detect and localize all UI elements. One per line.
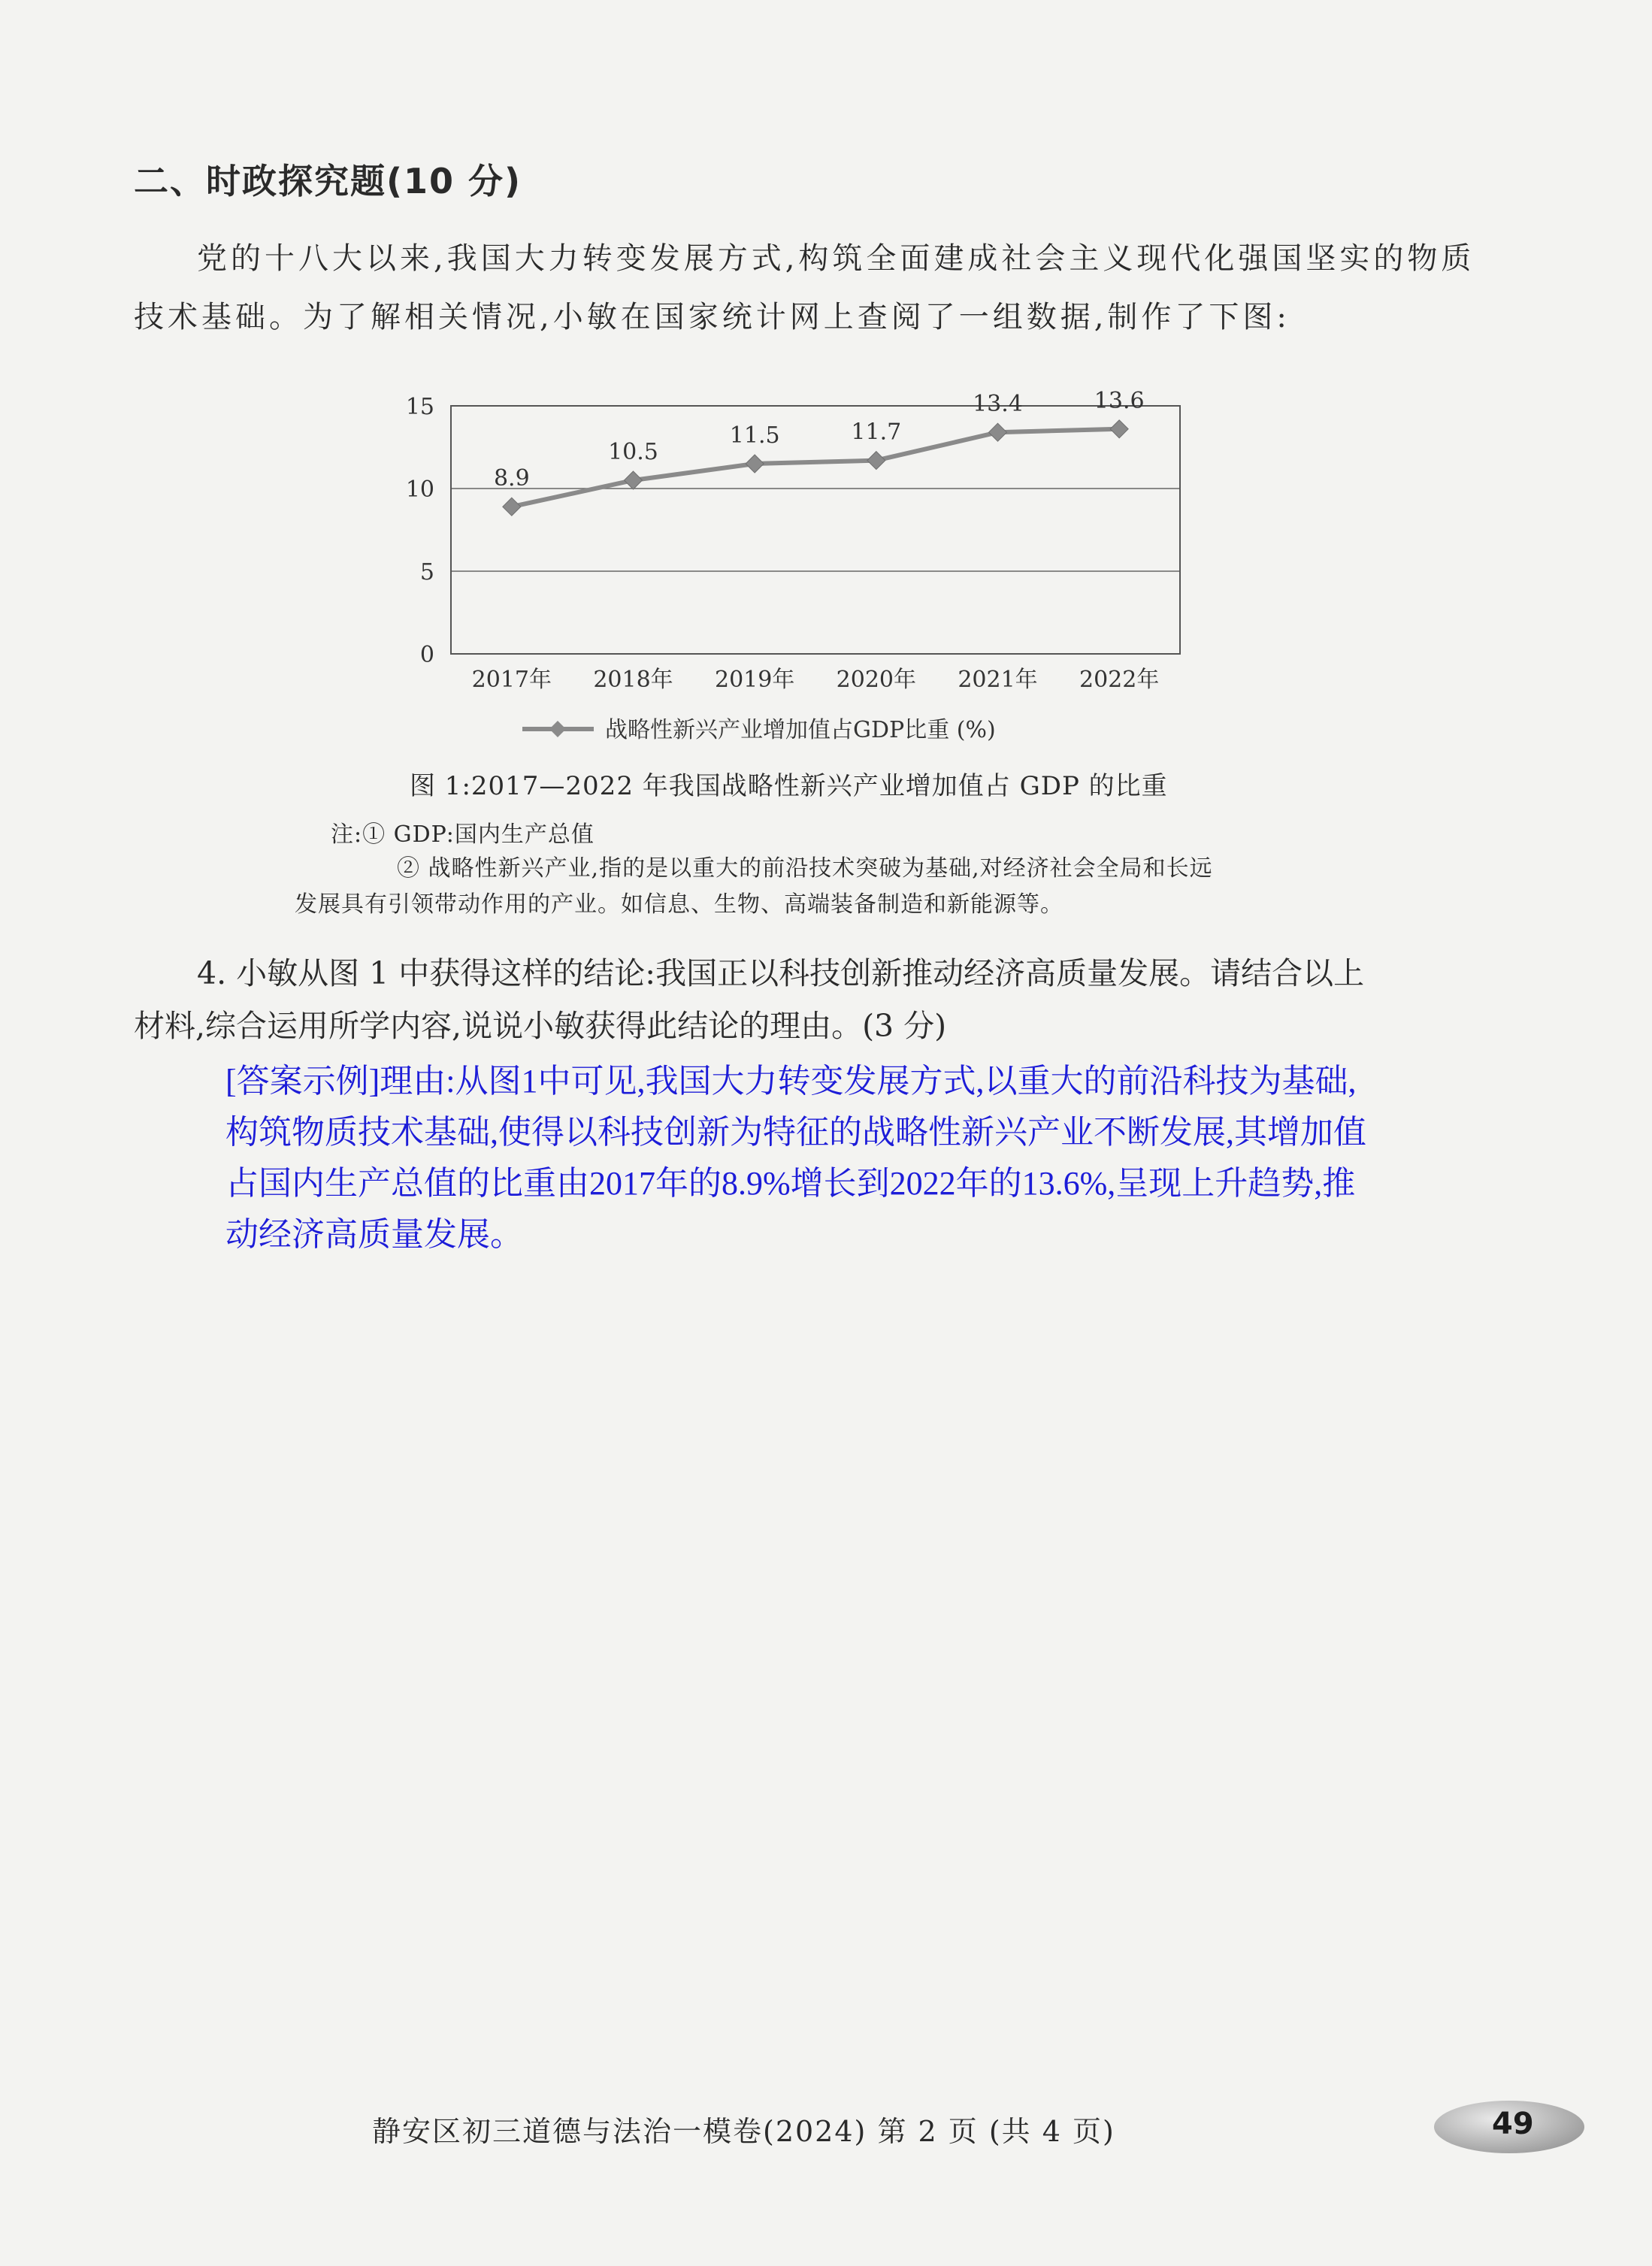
data-label: 13.6 [1094, 387, 1145, 414]
question-4-line-2: 材料,综合运用所学内容,说说小敏获得此结论的理由。(3 分) [134, 1008, 947, 1044]
answer-line-4: 动经济高质量发展。 [225, 1216, 523, 1253]
section-title: 二、时政探究题(10 分) [134, 161, 522, 201]
data-point-marker [989, 423, 1007, 441]
answer-line-2: 构筑物质技术基础,使得以科技创新为特征的战略性新兴产业不断发展,其增加值 [225, 1114, 1366, 1151]
chart-grid [451, 489, 1180, 571]
chart-series-layer [503, 420, 1128, 516]
x-tick-label: 2021年 [958, 667, 1038, 693]
answer-line-3: 占国内生产总值的比重由2017年的8.9%增长到2022年的13.6%,呈现上升趋势,推 [225, 1165, 1356, 1202]
x-tick-label: 2022年 [1079, 667, 1160, 693]
data-point-marker [625, 471, 643, 489]
y-tick-label: 10 [405, 476, 434, 503]
x-tick-label: 2020年 [836, 667, 917, 693]
figure-note-3: 发展具有引领带动作用的产业。如信息、生物、高端装备制造和新能源等。 [295, 891, 1064, 918]
legend-swatch-marker [549, 721, 566, 737]
y-tick-label: 15 [405, 394, 434, 420]
figure-note-1: 注:① GDP:国内生产总值 [331, 821, 595, 848]
figure-caption: 图 1:2017—2022 年我国战略性新兴产业增加值占 GDP 的比重 [410, 771, 1168, 801]
x-tick-label: 2017年 [471, 667, 552, 693]
series-line [512, 429, 1119, 507]
data-point-marker [746, 455, 764, 473]
intro-paragraph-line-2: 技术基础。为了解相关情况,小敏在国家统计网上查阅了一组数据,制作了下图: [134, 300, 1290, 334]
x-tick-label: 2018年 [593, 667, 673, 693]
page-number: 49 [1492, 2107, 1534, 2141]
data-label: 13.4 [973, 391, 1023, 418]
data-label: 10.5 [608, 439, 658, 465]
chart-labels [494, 388, 1145, 492]
data-label: 8.9 [493, 465, 530, 492]
figure-note-2: ② 战略性新兴产业,指的是以重大的前沿技术突破为基础,对经济社会全局和长远 [397, 855, 1213, 882]
question-4-line-1: 4. 小敏从图 1 中获得这样的结论:我国正以科技创新推动经济高质量发展。请结合以上 [197, 955, 1365, 991]
line-chart [391, 361, 1233, 752]
data-point-marker [1110, 420, 1128, 438]
intro-paragraph-line-1: 党的十八大以来,我国大力转变发展方式,构筑全面建成社会主义现代化强国坚实的物质 [197, 241, 1475, 276]
data-label: 11.5 [729, 422, 780, 449]
page-footer: 静安区初三道德与法治一模卷(2024) 第 2 页 (共 4 页) [372, 2115, 1115, 2148]
data-point-marker [867, 452, 885, 470]
chart-axes [406, 394, 1180, 693]
y-tick-label: 0 [419, 642, 434, 668]
plot-area-border [451, 406, 1180, 654]
y-tick-label: 5 [419, 559, 434, 585]
data-label: 11.7 [851, 419, 902, 446]
legend-label: 战略性新兴产业增加值占GDP比重 (%) [605, 717, 996, 743]
answer-line-1: [答案示例]理由:从图1中可见,我国大力转变发展方式,以重大的前沿科技为基础, [225, 1063, 1357, 1100]
x-tick-label: 2019年 [714, 667, 795, 693]
chart-legend [522, 717, 996, 743]
data-point-marker [503, 498, 521, 516]
